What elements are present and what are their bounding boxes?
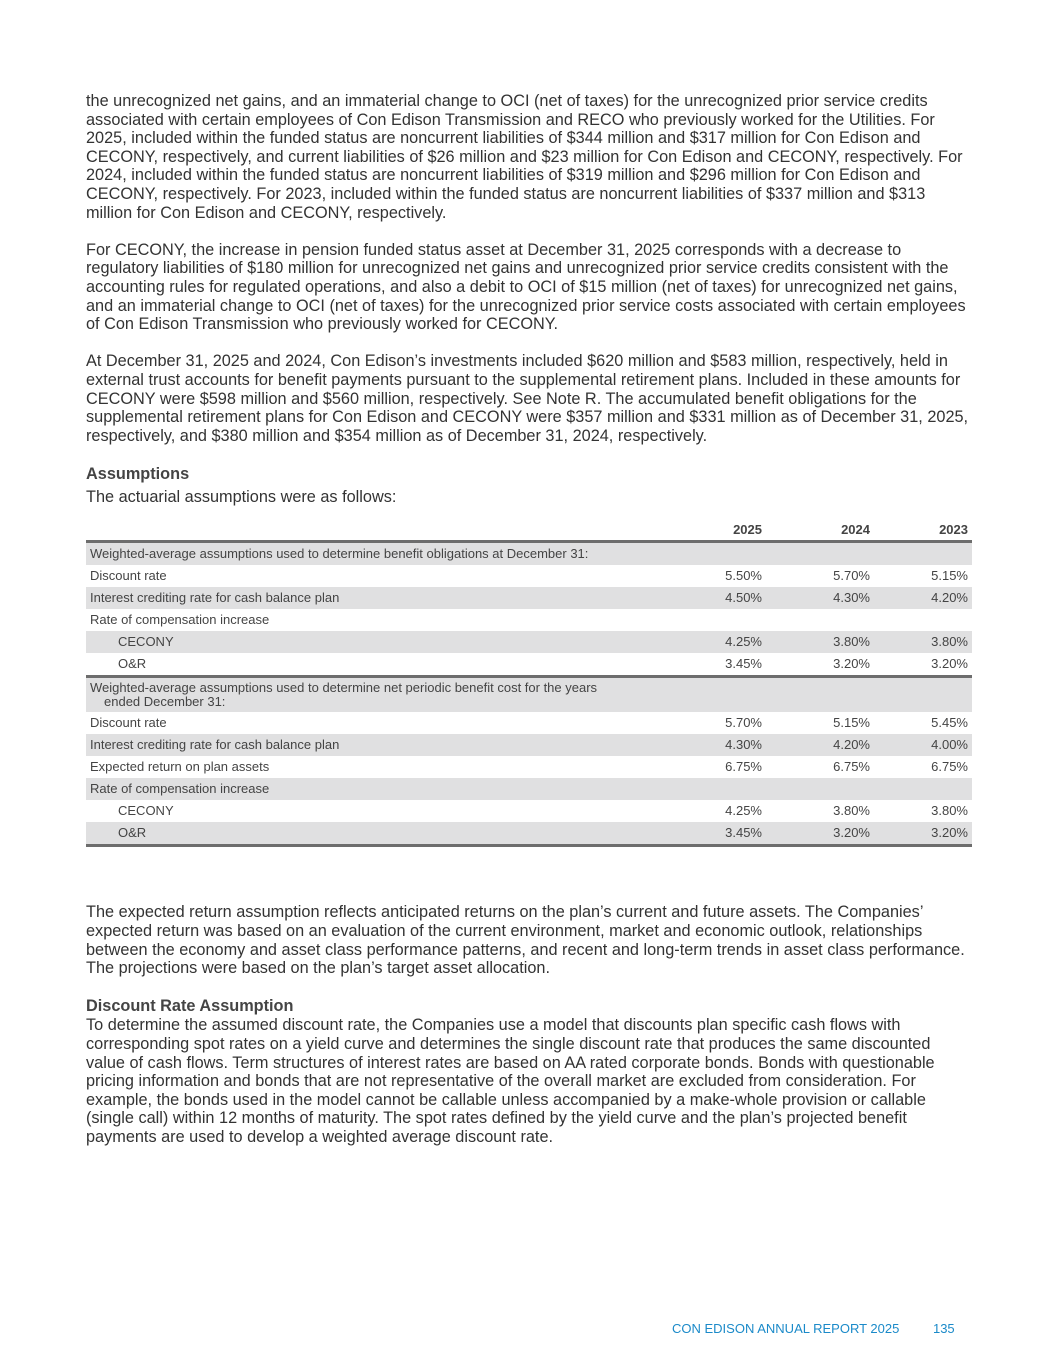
- table-row: Rate of compensation increase: [90, 612, 270, 628]
- table-row: Expected return on plan assets 6.75% 6.75% 6.75%: [90, 759, 968, 775]
- discount-rate-heading: Discount Rate Assumption: [86, 997, 294, 1016]
- table-row: Discount rate 5.50% 5.70% 5.15%: [90, 568, 968, 584]
- column-header: 2023: [874, 520, 972, 542]
- table-row: Interest crediting rate for cash balance plan 4.50% 4.30% 4.20%: [86, 587, 972, 609]
- table-row: CECONY 4.25% 3.80% 3.80%: [118, 803, 968, 819]
- group-header-row: Weighted-average assumptions used to determine net periodic benefit cost for the years ended December 31:: [86, 677, 972, 713]
- paragraph-investments: At December 31, 2025 and 2024, Con Edison’s investments included $620 million and $583 million, respectively, held in external trust accounts for benefit payments pursuant to the supplemental retirement plans. Included in these amounts for CECONY were $598 million and $560 million, respectively. See Note R. The accumulated benefit obligations for the supplemental retirement plans for Con Edison and CECONY were $357 million and $331 million as of December 31, 2025, respectively, and $380 million and $354 million as of December 31, 2024, respectively.: [86, 352, 969, 445]
- table-header-row: [86, 520, 972, 542]
- table-row: Interest crediting rate for cash balance plan 4.30% 4.20% 4.00%: [86, 734, 972, 756]
- table-row: Discount rate 5.70% 5.15% 5.45%: [90, 715, 968, 731]
- column-header: 2025: [658, 520, 766, 542]
- table-row: Rate of compensation increase: [86, 778, 972, 800]
- table-row: O&R 3.45% 3.20% 3.20%: [118, 656, 968, 672]
- footer-report-title: CON EDISON ANNUAL REPORT 2025: [672, 1321, 900, 1336]
- paragraph-cecony-pension: For CECONY, the increase in pension funded status asset at December 31, 2025 corresponds with a decrease to regulatory liabilities of $180 million for unrecognized net gains and unrecognized prior service credits consistent with the accounting rules for regulated operations, and also a debit to OCI of $15 million (net of taxes) for unrecognized net gains, and an immaterial change to OCI (net of taxes) for the unrecognized prior service costs associated with certain employees of Con Edison Transmission who previously worked for CECONY.: [86, 240, 966, 334]
- column-header: 2024: [766, 520, 874, 542]
- table-row: CECONY 4.25% 3.80% 3.80%: [86, 631, 972, 653]
- table-row: O&R 3.45% 3.20% 3.20%: [86, 822, 972, 846]
- actuarial-assumptions-table: [86, 520, 972, 847]
- paragraph-funded-status: the unrecognized net gains, and an immaterial change to OCI (net of taxes) for the unrecognized prior service credits associated with certain employees of Con Edison Transmission and RECO who previously worked for the Utilities. For 2025, included within the funded status are noncurrent liabilities of $344 million and $317 million for Con Edison and CECONY, respectively, and current liabilities of $26 million and $23 million for Con Edison and CECONY, respectively. For 2024, included within the funded status are noncurrent liabilities of $319 million and $296 million for Con Edison and CECONY, respectively. For 2023, included within the funded status are noncurrent liabilities of $337 million and $313 million for Con Edison and CECONY, respectively.: [86, 92, 963, 222]
- group-header-row: Weighted-average assumptions used to determine benefit obligations at December 31:: [86, 542, 972, 566]
- paragraph-discount-rate: To determine the assumed discount rate, the Companies use a model that discounts plan specific cash flows with corresponding spot rates on a yield curve and determines the single discount rate that produces the same discounted value of cash flows. Term structures of interest rates are based on AA rated corporate bonds. Bonds with questionable pricing information and bonds that are not representative of the overall market are excluded from consideration. For example, the bonds used in the model cannot be callable unless accompanied by a make-whole provision or callable (single call) within 12 months of maturity. The spot rates defined by the yield curve and the plan’s projected benefit payments are used to develop a weighted average discount rate.: [86, 1016, 935, 1146]
- assumptions-heading: Assumptions: [86, 464, 190, 483]
- page-footer: [672, 1321, 955, 1336]
- paragraph-expected-return: The expected return assumption reflects anticipated returns on the plan’s current and future assets. The Companies’ expected return was based on an evaluation of the current environment, market and economic outlook, relationships between the economy and asset class performance patterns, and recent and long-term trends in asset class performance. The projections were based on the plan’s target asset allocation.: [86, 903, 965, 978]
- assumptions-intro: The actuarial assumptions were as follows:: [86, 487, 397, 506]
- page-number: 135: [932, 1321, 955, 1336]
- page-content: [86, 92, 972, 1147]
